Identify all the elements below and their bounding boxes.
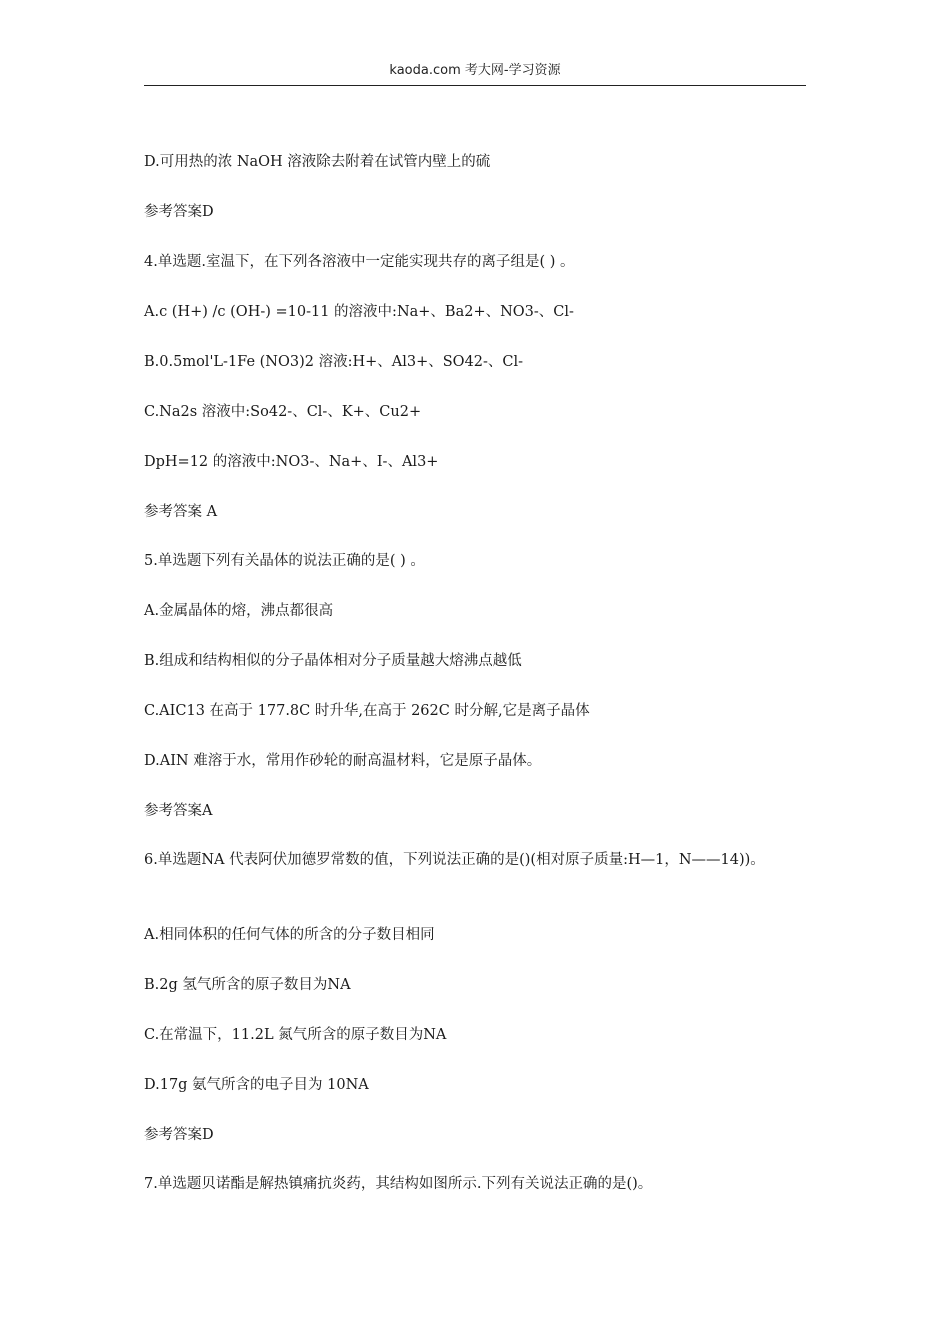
answer-line: 参考答案A (144, 803, 213, 819)
option-line: D.可用热的浓 NaOH 溶液除去附着在试管内壁上的硫 (144, 154, 491, 170)
option-line: A.c (H+) /c (OH-) =10-11 的溶液中:Na+、Ba2+、NO3-、Cl- (144, 304, 574, 320)
question-line: 4.单选题.室温下，在下列各溶液中一定能实现共存的离子组是( ) 。 (144, 254, 575, 270)
option-line: DpH=12 的溶液中:NO3-、Na+、I-、Al3+ (144, 454, 439, 470)
answer-line: 参考答案 A (144, 504, 218, 520)
option-line: B.0.5mol'L-1Fe (NO3)2 溶液:H+、Al3+、SO42-、Cl- (144, 354, 524, 370)
header-divider (144, 85, 806, 86)
question-line: 7.单选题贝诺酯是解热镇痛抗炎药，其结构如图所示.下列有关说法正确的是()。 (144, 1176, 653, 1192)
page-header: kaoda.com 考大网-学习资源 (389, 63, 561, 78)
option-line: B.2g 氢气所含的原子数目为NA (144, 977, 351, 993)
option-line: D.17g 氨气所含的电子目为 10NA (144, 1077, 369, 1093)
option-line: D.AIN 难溶于水，常用作砂轮的耐高温材料，它是原子晶体。 (144, 753, 542, 769)
option-line: C.在常温下，11.2L 氮气所含的原子数目为NA (144, 1027, 447, 1043)
option-line: A.相同体积的任何气体的所含的分子数目相同 (144, 927, 435, 943)
question-line: 5.单选题下列有关晶体的说法正确的是( ) 。 (144, 553, 425, 569)
option-line: C.AIC13 在高于 177.8C 时升华,在高于 262C 时分解,它是离子晶体 (144, 703, 590, 719)
answer-line: 参考答案D (144, 1127, 214, 1143)
question-line: 6.单选题NA 代表阿伏加德罗常数的值，下列说法正确的是()(相对原子质量:H—1，N——14))。 (144, 852, 765, 868)
option-line: B.组成和结构相似的分子晶体相对分子质量越大熔沸点越低 (144, 653, 522, 669)
answer-line: 参考答案D (144, 204, 214, 220)
option-line: C.Na2s 溶液中:So42-、Cl-、K+、Cu2+ (144, 404, 422, 420)
option-line: A.金属晶体的熔，沸点都很高 (144, 603, 334, 619)
